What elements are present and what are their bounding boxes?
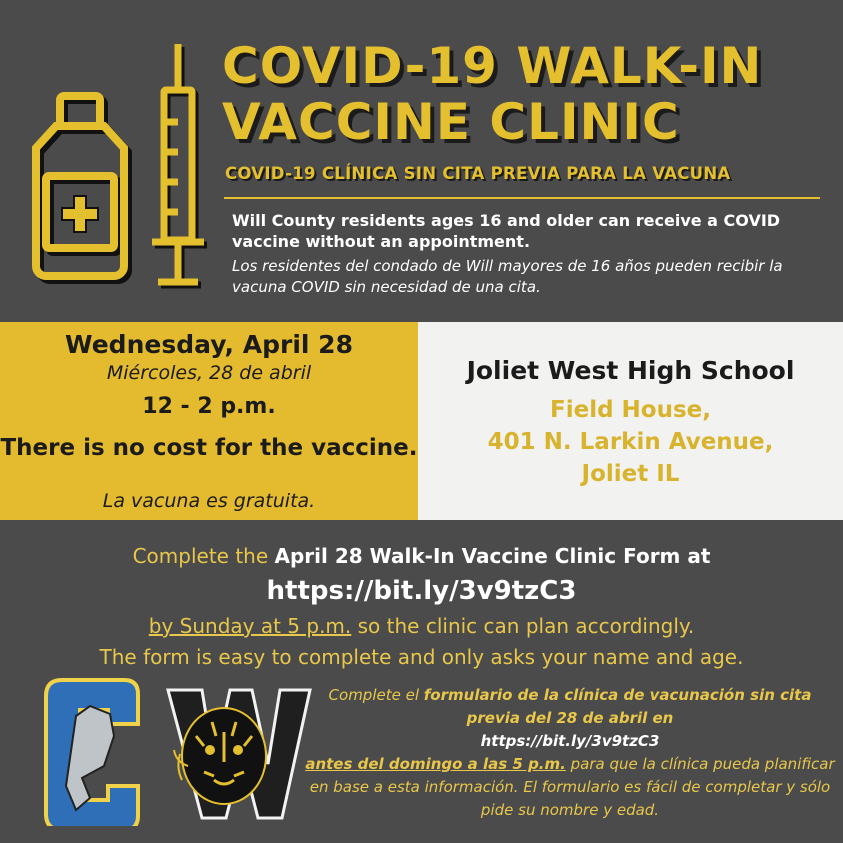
location-panel xyxy=(418,322,843,520)
title-line-1: COVID-19 WALK-IN xyxy=(222,37,763,95)
address-line-1: Field House, xyxy=(550,397,711,423)
vaccine-bottle-icon xyxy=(32,92,132,297)
form-es-deadline: antes del domingo a las 5 p.m. xyxy=(305,755,566,773)
form-deadline xyxy=(0,614,843,638)
form-instruction-spanish xyxy=(300,684,840,822)
form-es-link[interactable]: https://bit.ly/3v9tzC3 xyxy=(480,732,660,750)
page-title xyxy=(222,38,832,150)
school-logo xyxy=(36,676,316,826)
intro-english: Will County residents ages 16 and older can receive a COVID vaccine without an appointment. xyxy=(232,211,781,251)
cost-english: There is no cost for the vaccine. xyxy=(0,435,418,461)
intro-spanish: Los residentes del condado de Will mayores de 16 años pueden recibir la vacuna COVID sin necesidad de una cita. xyxy=(232,257,783,296)
address-line-3: Joliet IL xyxy=(581,461,680,487)
form-name: April 28 Walk-In Vaccine Clinic Form at xyxy=(274,544,711,568)
form-es-pre: Complete el xyxy=(328,686,424,704)
date-panel xyxy=(0,322,418,520)
form-link[interactable]: https://bit.ly/3v9tzC3 xyxy=(266,576,577,606)
subtitle-spanish: COVID-19 CLÍNICA SIN CITA PREVIA PARA LA VACUNA xyxy=(225,164,731,183)
form-es-rest: para que la clínica pueda planificar en base a esta información. El formulario es fácil de completar y sólo pide su nombre y edad. xyxy=(309,755,835,819)
location-address xyxy=(418,394,843,490)
form-note: The form is easy to complete and only asks your name and age. xyxy=(99,645,744,669)
address-line-2: 401 N. Larkin Avenue, xyxy=(487,429,774,455)
form-instruction xyxy=(0,542,843,570)
form-es-name: formulario de la clínica de vacunación sin cita previa del 28 de abril en xyxy=(423,686,812,727)
date-spanish: Miércoles, 28 de abril xyxy=(106,362,312,384)
time-range: 12 - 2 p.m. xyxy=(142,394,276,419)
form-instruction-pre: Complete the xyxy=(132,544,275,568)
title-line-2: VACCINE CLINIC xyxy=(222,93,680,151)
form-deadline-date: by Sunday at 5 p.m. xyxy=(148,614,352,638)
location-name: Joliet West High School xyxy=(466,356,795,385)
form-deadline-rest: so the clinic can plan accordingly. xyxy=(351,614,695,638)
title-divider xyxy=(224,197,820,199)
syringe-icon xyxy=(148,42,208,300)
date-english: Wednesday, April 28 xyxy=(65,330,353,359)
cost-spanish: La vacuna es gratuita. xyxy=(102,490,316,512)
